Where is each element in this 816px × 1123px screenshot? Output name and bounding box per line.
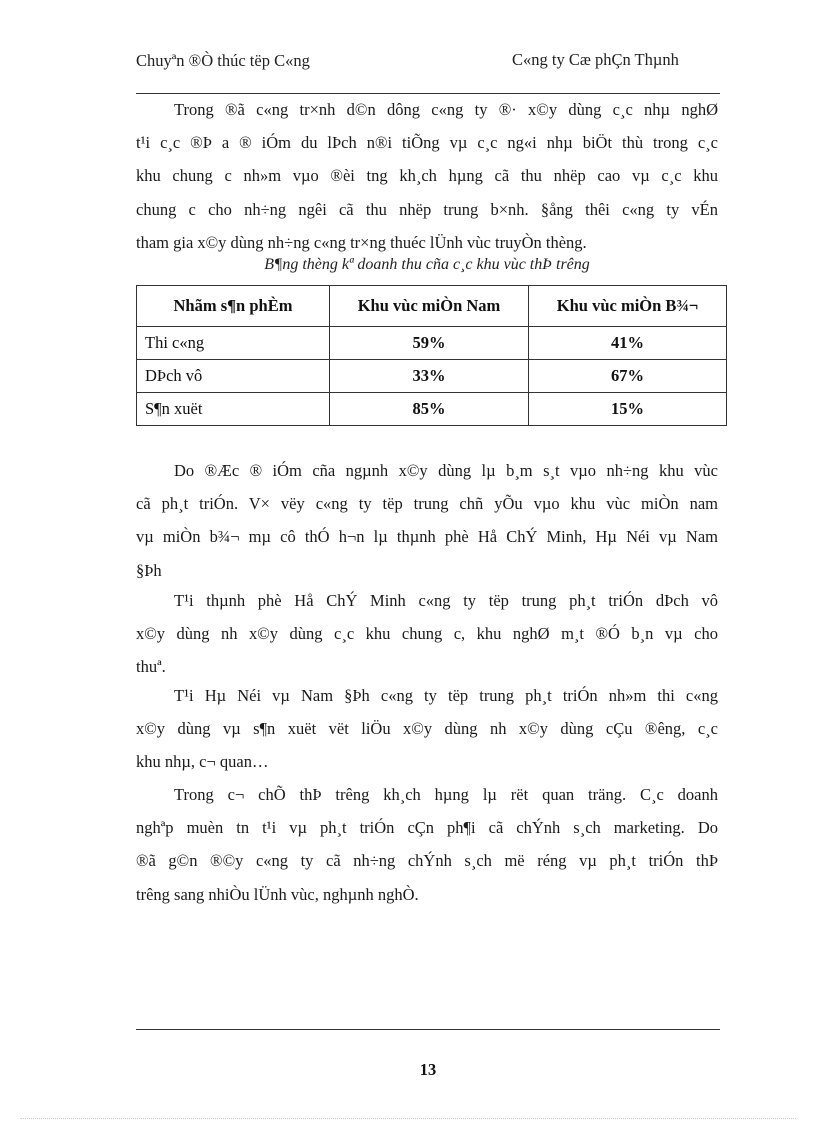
table-row xyxy=(137,393,727,426)
page-number: 13 xyxy=(419,1060,437,1079)
paragraph-line: Do ®Æc ® iÓm cña ngµnh x©y dùng lµ b¸m s¸t vµo nh÷ng khu vùc xyxy=(174,461,718,480)
page-edge-dotted-line xyxy=(20,1118,796,1119)
row-label: S¶n xuët xyxy=(137,393,330,426)
paragraph-line: vµ miÒn b¾¬ mµ cô thÓ h¬n lµ thµnh phè Hå ChÝ Minh, Hµ Néi vµ Nam xyxy=(136,527,718,547)
paragraph-line: thuª. xyxy=(136,657,166,677)
header-right-company: C«ng ty Cæ phÇn Thµnh xyxy=(512,50,679,69)
paragraph-3 xyxy=(136,584,718,684)
paragraph-line: nghªp muèn tn t¹i vµ ph¸t triÓn cÇn ph¶i cã chÝnh s¸ch marketing. Do xyxy=(136,818,718,838)
column-header: Khu vùc miÒn Nam xyxy=(330,286,529,327)
paragraph-5 xyxy=(136,778,718,911)
paragraph-line: Trong c¬ chÕ thÞ trêng kh¸ch hµng lµ rët quan träng. C¸c doanh xyxy=(174,785,718,804)
header-left-title: Chuyªn ®Ò thúc tëp C«ng xyxy=(136,51,310,70)
table-header-row xyxy=(137,286,727,327)
paragraph-line: tham gia x©y dùng nh÷ng c«ng tr×ng thuéc lÜnh vùc truyÒn thèng. xyxy=(136,232,587,252)
cell-value: 33% xyxy=(330,360,529,393)
paragraph-line: x©y dùng nh x©y dùng c¸c khu chung c, khu nghØ m¸t ®Ó b¸n vµ cho xyxy=(136,624,718,644)
cell-value: 59% xyxy=(330,327,529,360)
table-caption: B¶ng thèng kª doanh thu cña c¸c khu vùc thÞ trêng xyxy=(264,256,590,273)
table-row xyxy=(137,360,727,393)
paragraph-4 xyxy=(136,679,718,779)
column-header: Khu vùc miÒn B¾¬ xyxy=(529,286,727,327)
paragraph-1 xyxy=(136,93,718,259)
paragraph-line: Trong ®ã c«ng tr×nh d©n dông c«ng ty ®· x©y dùng c¸c nhµ nghØ xyxy=(174,100,718,119)
paragraph-line: §Þh xyxy=(136,560,162,580)
revenue-table xyxy=(136,285,727,426)
cell-value: 67% xyxy=(529,360,727,393)
paragraph-line: chung c cho nh÷ng ngêi cã thu nhëp trung b×nh. §ång thêi c«ng ty vÉn xyxy=(136,199,718,219)
column-header: Nhãm s¶n phÈm xyxy=(137,286,330,327)
paragraph-2 xyxy=(136,454,718,587)
paragraph-line: t¹i c¸c ®Þ a ® iÓm du lÞch n®i tiÕng vµ c¸c ng«i nhµ biÖt thù trong c¸c xyxy=(136,133,718,153)
paragraph-line: khu nhµ, c¬ quan… xyxy=(136,752,269,772)
paragraph-line: trêng sang nhiÒu lÜnh vùc, nghµnh nghÒ. xyxy=(136,884,419,904)
cell-value: 85% xyxy=(330,393,529,426)
row-label: Thi c«ng xyxy=(137,327,330,360)
paragraph-line: ®ã g©n ®©y c«ng ty cã nh÷ng chÝnh s¸ch më réng vµ ph¸t triÓn thÞ xyxy=(136,851,718,871)
paragraph-line: cã ph¸t triÓn. V× vëy c«ng ty tëp trung chñ yÕu vµo khu vùc miÒn nam xyxy=(136,494,718,514)
paragraph-line: x©y dùng vµ s¶n xuët vët liÖu x©y dùng nh x©y dùng cÇu ®êng, c¸c xyxy=(136,719,718,739)
cell-value: 41% xyxy=(529,327,727,360)
row-label: DÞch vô xyxy=(137,360,330,393)
footer-divider xyxy=(136,1029,720,1030)
paragraph-line: khu chung c nh»m vµo ®èi tng kh¸ch hµng cã thu nhëp cao vµ c¸c khu xyxy=(136,166,718,186)
paragraph-line: T¹i thµnh phè Hå ChÝ Minh c«ng ty tëp trung ph¸t triÓn dÞch vô xyxy=(174,591,718,610)
table-row xyxy=(137,327,727,360)
cell-value: 15% xyxy=(529,393,727,426)
paragraph-line: T¹i Hµ Néi vµ Nam §Þh c«ng ty tëp trung ph¸t triÓn nh»m thi c«ng xyxy=(174,686,718,705)
